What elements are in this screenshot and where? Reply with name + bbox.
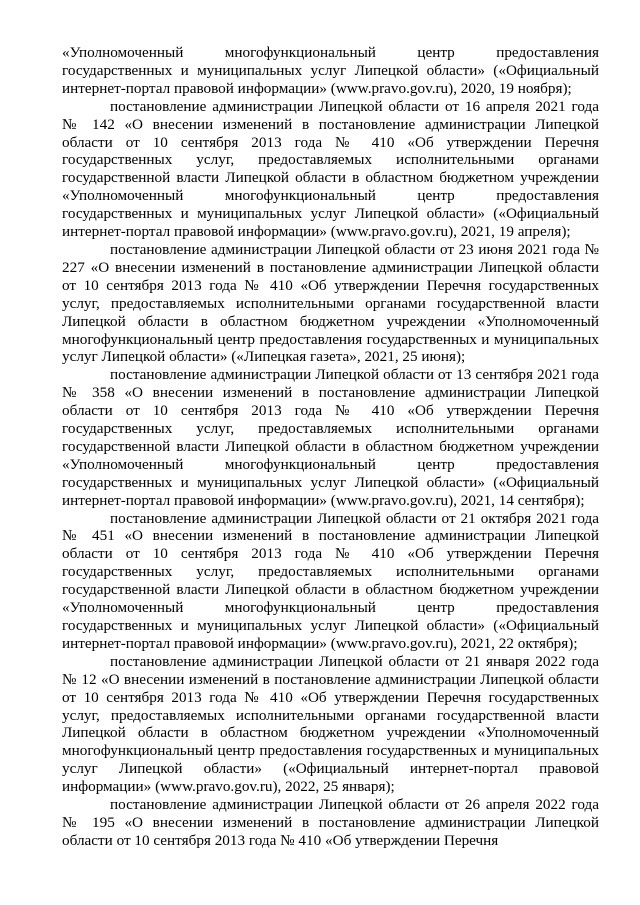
paragraph-resolution-358: постановление администрации Липецкой области от 13 сентября 2021 года № 358 «О внесении изменений в постановление администрации Липецкой области от 10 сентября 2013 года № 410 «Об утверждении Перечня государственных услуг, предоставляемых исполнительными органами государственной власти Липецкой области в областном бюджетном учреждении «Уполномоченный многофункциональный центр предоставления государственных и муниципальных услуг Липецкой области» («Официальный интернет-портал правовой информации» (www.pravo.gov.ru), 2021, 14 сентября); [62, 366, 599, 509]
paragraph-continuation: «Уполномоченный многофункциональный центр предоставления государственных и муниципальных услуг Липецкой области» («Официальный интернет-портал правовой информации» (www.pravo.gov.ru), 2020, 19 ноября); [62, 44, 599, 97]
paragraph-resolution-227: постановление администрации Липецкой области от 23 июня 2021 года № 227 «О внесении изменений в постановление администрации Липецкой области от 10 сентября 2013 года № 410 «Об утверждении Перечня государственных услуг, предоставляемых исполнительными органами государственной власти Липецкой области в областном бюджетном учреждении «Уполномоченный многофункциональный центр предоставления государственных и муниципальных услуг Липецкой области» («Липецкая газета», 2021, 25 июня); [62, 240, 599, 366]
document-page [62, 44, 599, 850]
paragraph-resolution-142: постановление администрации Липецкой области от 16 апреля 2021 года № 142 «О внесении изменений в постановление администрации Липецкой области от 10 сентября 2013 года № 410 «Об утверждении Перечня государственных услуг, предоставляемых исполнительными органами государственной власти Липецкой области в областном бюджетном учреждении «Уполномоченный многофункциональный центр предоставления государственных и муниципальных услуг Липецкой области» («Официальный интернет-портал правовой информации» (www.pravo.gov.ru), 2021, 19 апреля); [62, 97, 599, 241]
paragraph-resolution-195: постановление администрации Липецкой области от 26 апреля 2022 года № 195 «О внесении изменений в постановление администрации Липецкой области от 10 сентября 2013 года № 410 «Об утверждении Перечня [62, 796, 599, 849]
paragraph-resolution-12: постановление администрации Липецкой области от 21 января 2022 года № 12 «О внесении изменений в постановление администрации Липецкой области от 10 сентября 2013 года № 410 «Об утверждении Перечня государственных услуг, предоставляемых исполнительными органами государственной власти Липецкой области в областном бюджетном учреждении «Уполномоченный многофункциональный центр предоставления государственных и муниципальных услуг Липецкой области» («Официальный интернет-портал правовой информации» (www.pravo.gov.ru), 2022, 25 января); [62, 652, 599, 796]
paragraph-resolution-451: постановление администрации Липецкой области от 21 октября 2021 года № 451 «О внесении изменений в постановление администрации Липецкой области от 10 сентября 2013 года № 410 «Об утверждении Перечня государственных услуг, предоставляемых исполнительными органами государственной власти Липецкой области в областном бюджетном учреждении «Уполномоченный многофункциональный центр предоставления государственных и муниципальных услуг Липецкой области» («Официальный интернет-портал правовой информации» (www.pravo.gov.ru), 2021, 22 октября); [62, 509, 599, 652]
